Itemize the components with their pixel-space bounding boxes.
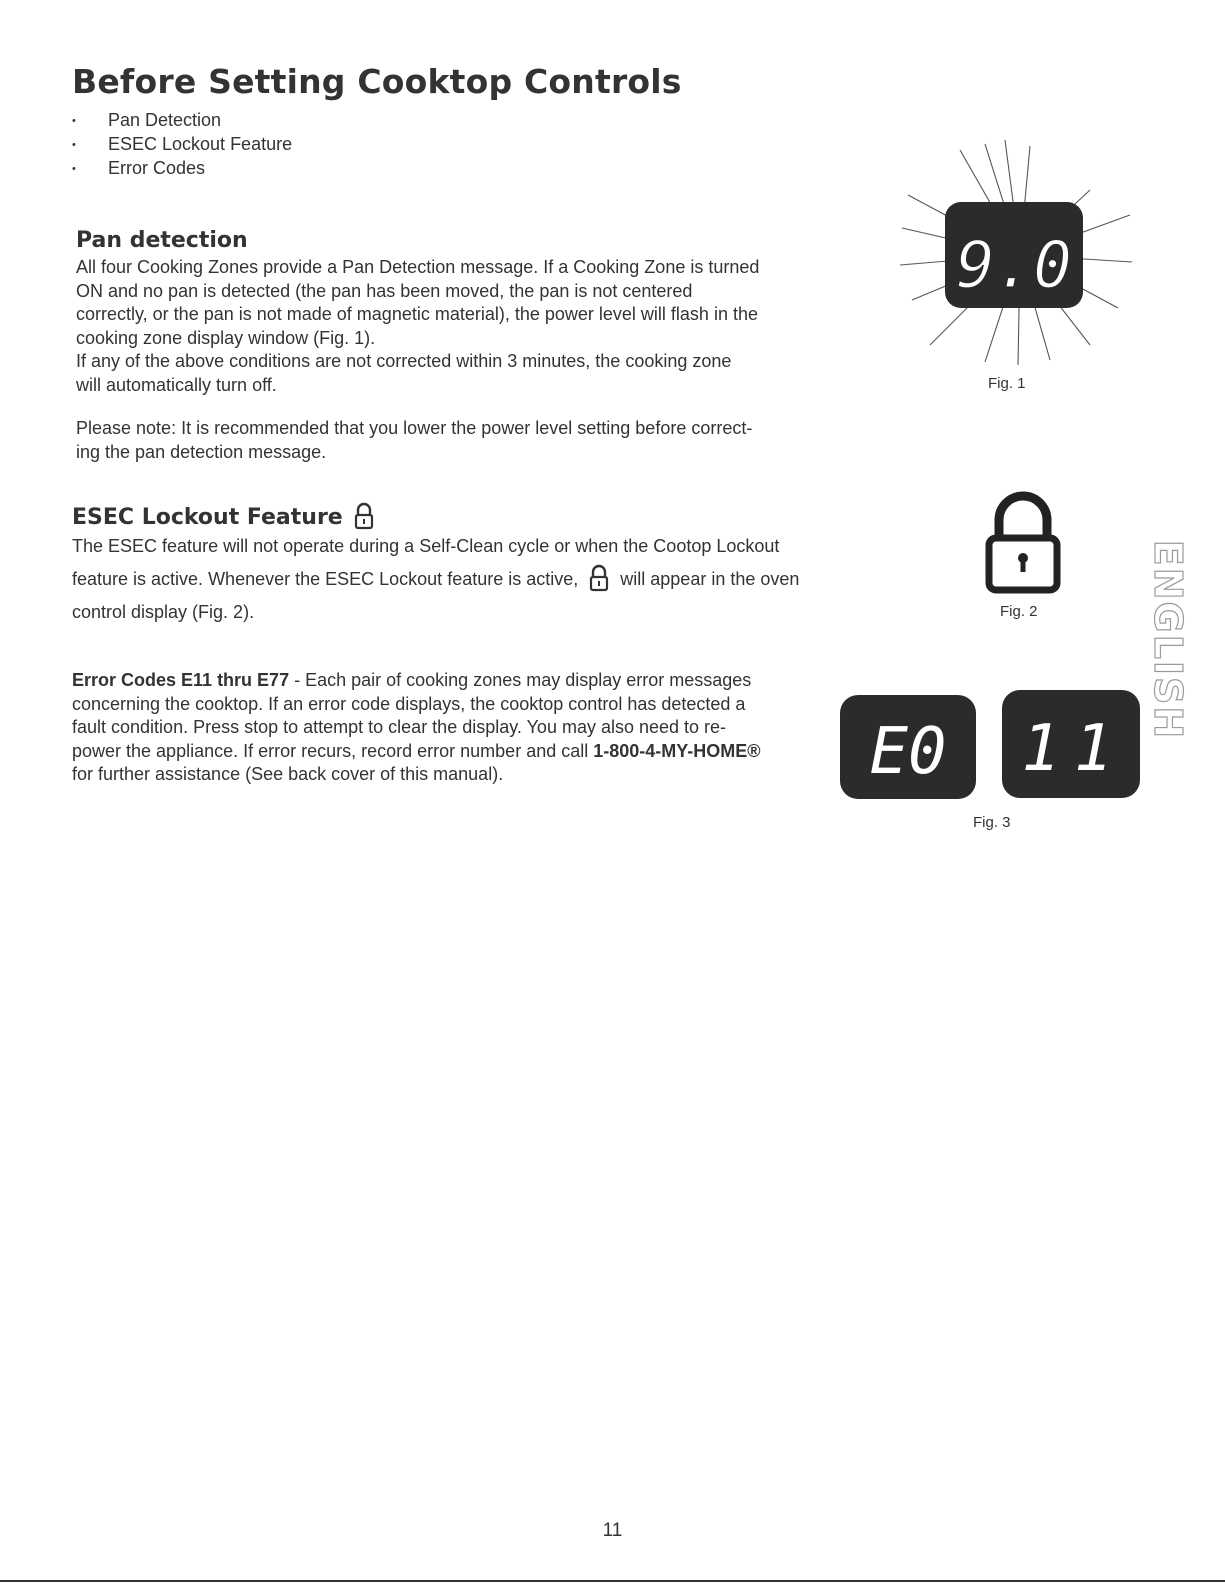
text-line: fault condition. Press stop to attempt to clear the display. You may also need to re- xyxy=(72,717,727,738)
error-codes-heading: Error Codes E11 thru E77 xyxy=(72,670,290,690)
bottom-rule xyxy=(0,1580,1225,1582)
fig2-caption: Fig. 2 xyxy=(1000,603,1038,620)
page-title: Before Setting Cooktop Controls xyxy=(72,62,682,101)
pan-detection-note xyxy=(76,417,836,464)
fig3-error-display-11 xyxy=(1002,690,1140,798)
text-segment: will appear in the oven xyxy=(620,569,800,589)
text-line: ing the pan detection message. xyxy=(76,441,327,462)
language-side-tab: ENGLISH xyxy=(1146,539,1190,741)
fig3-caption: Fig. 3 xyxy=(973,814,1011,831)
text-line: correctly, or the pan is not made of magnetic material), the power level will flash in the xyxy=(76,304,758,325)
text-line xyxy=(72,669,842,693)
text-line: will automatically turn off. xyxy=(76,374,277,395)
text-segment: power the appliance. If error recurs, record error number and call xyxy=(72,740,594,761)
topic-item: • Pan Detection xyxy=(72,108,292,132)
phone-number: 1-800-4-MY-HOME® xyxy=(593,740,761,761)
error-codes-text xyxy=(72,669,842,787)
topic-item: • Error Codes xyxy=(72,156,292,180)
fig1-display-digits: 9.0 xyxy=(956,229,1072,303)
fig3-display-code-a: E0 xyxy=(869,715,947,789)
fig3-error-display-e0 xyxy=(840,695,976,799)
text-segment: feature is active. Whenever the ESEC Lockout feature is active, xyxy=(72,569,579,589)
lock-icon xyxy=(589,564,609,592)
text-line xyxy=(72,740,842,764)
topics-list xyxy=(72,108,292,180)
esec-text xyxy=(72,530,872,629)
text-line: Please note: It is recommended that you lower the power level setting before correct- xyxy=(76,418,753,438)
text-line: All four Cooking Zones provide a Pan Detection message. If a Cooking Zone is turned xyxy=(76,257,760,277)
topic-item: • ESEC Lockout Feature xyxy=(72,132,292,156)
fig1-caption: Fig. 1 xyxy=(988,375,1026,392)
text-segment: - Each pair of cooking zones may display error messages xyxy=(289,670,752,690)
esec-heading-text: ESEC Lockout Feature xyxy=(72,505,343,530)
fig3-display-code-b: 11 xyxy=(1021,712,1127,786)
text-line: The ESEC feature will not operate during a Self-Clean cycle or when the Cootop Lockout xyxy=(72,536,780,556)
fig2-lock-icon xyxy=(985,488,1061,594)
esec-heading xyxy=(72,502,380,530)
lock-icon xyxy=(354,502,374,530)
text-line: control display (Fig. 2). xyxy=(72,602,255,622)
text-line: ON and no pan is detected (the pan has been moved, the pan is not centered xyxy=(76,280,693,301)
text-line: cooking zone display window (Fig. 1). xyxy=(76,327,376,348)
pan-detection-text xyxy=(76,256,836,398)
text-line: concerning the cooktop. If an error code displays, the cooktop control has detected a xyxy=(72,693,746,714)
page-number: 11 xyxy=(602,1520,623,1541)
text-line: If any of the above conditions are not corrected within 3 minutes, the cooking zone xyxy=(76,351,732,372)
fig1-flashing-display xyxy=(890,140,1150,370)
pan-detection-heading: Pan detection xyxy=(76,228,248,253)
text-line: for further assistance (See back cover of this manual). xyxy=(72,764,504,785)
text-line xyxy=(72,563,872,596)
